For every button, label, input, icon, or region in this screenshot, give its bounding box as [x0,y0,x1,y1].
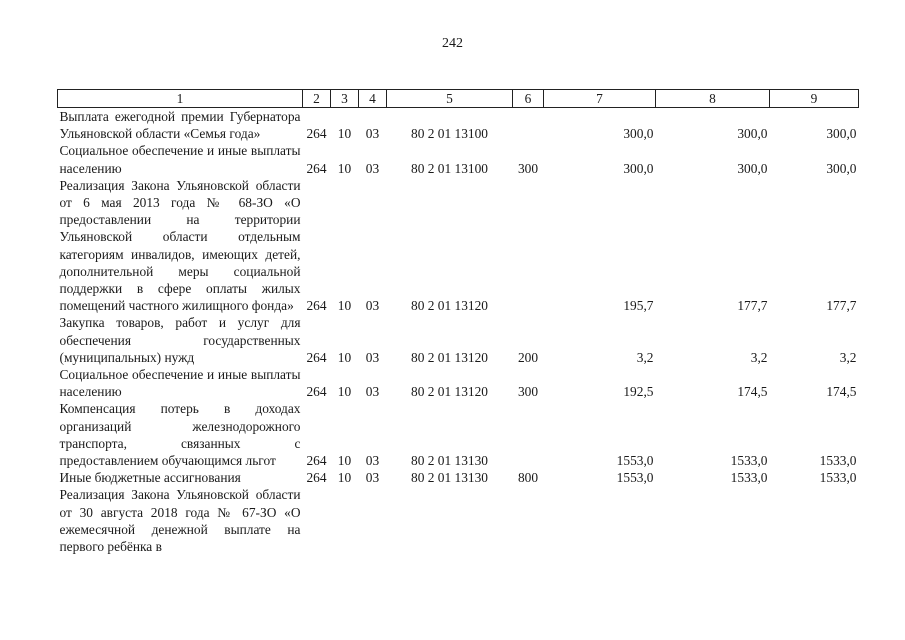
amount-col-7: 3,2 [636,349,654,365]
target-article-code: 80 2 01 13100 [411,126,488,142]
section-code: 10 [337,453,352,469]
target-article-code: 80 2 01 13120 [411,349,488,365]
amount-col-7: 300,0 [623,126,654,142]
amount-col-8: 3,2 [750,349,768,365]
table-row [58,177,859,315]
row-description: Реализация Закона Ульяновской области от 6 мая 2013 года № 68-ЗО «О предоставлении на территории Ульяновской области отдельным категориям инвалидов, имеющих детей, дополнительной меры социальной поддержки в сфере оплаты жилых помещений частного жилищного фонда» [59,177,301,314]
amount-col-7 [544,486,656,555]
section-code: 10 [337,470,352,486]
table-row [58,108,859,143]
ministry-code: 264 [306,453,327,469]
amount-col-7: 192,5 [623,384,654,400]
amount-col-7: 300,0 [623,160,654,176]
section-code: 10 [337,160,352,176]
subsection-code: 03 [365,384,380,400]
target-article-code: 80 2 01 13100 [411,160,488,176]
subsection-code: 03 [365,160,380,176]
column-header-7: 7 [544,90,656,108]
subsection-code [359,486,387,555]
page-number: 242 [442,36,463,51]
table-row [58,366,859,400]
amount-col-9 [770,486,859,555]
row-description: Социальное обеспечение и иные выплаты населению [59,367,301,400]
ministry-code: 264 [306,470,327,486]
expense-type-code [513,400,544,469]
table-row [58,142,859,176]
amount-col-9: 3,2 [839,349,857,365]
expense-type-code [513,486,544,555]
ministry-code [303,486,331,555]
target-article-code [387,486,513,555]
amount-col-9: 1533,0 [819,453,857,469]
ministry-code: 264 [306,349,327,365]
row-description: Компенсация потерь в доходах организаций железнодорожного транспорта, связанных с предоставлением обучающимся льгот [59,401,301,469]
amount-col-9: 177,7 [826,298,857,314]
target-article-code: 80 2 01 13120 [411,384,488,400]
table-row [58,314,859,366]
row-description: Закупка товаров, работ и услуг для обеспечения государственных (муниципальных) нужд [59,315,301,365]
amount-col-9: 174,5 [826,384,857,400]
ministry-code: 264 [306,298,327,314]
column-header-1: 1 [58,90,303,108]
amount-col-8: 174,5 [737,384,768,400]
table-row [58,469,859,486]
subsection-code: 03 [365,470,380,486]
row-description: Реализация Закона Ульяновской области от 30 августа 2018 года № 67-ЗО «О ежемесячной денежной выплате на первого ребёнка в [59,487,301,555]
subsection-code: 03 [365,453,380,469]
table-row [58,400,859,469]
column-header-row [58,90,859,108]
amount-col-8: 300,0 [737,126,768,142]
table-row [58,486,859,555]
column-header-5: 5 [387,90,513,108]
row-description: Иные бюджетные ассигнования [59,470,241,486]
expense-type-code: 300 [517,384,539,400]
section-code: 10 [337,384,352,400]
expense-type-code [513,108,544,143]
expense-type-code: 200 [517,349,539,365]
section-code [331,486,359,555]
column-header-4: 4 [359,90,387,108]
column-header-3: 3 [331,90,359,108]
section-code: 10 [337,298,352,314]
ministry-code: 264 [306,160,327,176]
amount-col-9: 1533,0 [819,470,857,486]
target-article-code: 80 2 01 13130 [411,453,488,469]
row-description: Социальное обеспечение и иные выплаты населению [59,143,301,176]
expense-type-code [513,177,544,315]
expense-type-code: 800 [517,470,539,486]
budget-table [57,89,859,555]
amount-col-7: 1553,0 [616,470,654,486]
subsection-code: 03 [365,126,380,142]
amount-col-8: 300,0 [737,160,768,176]
amount-col-8: 1533,0 [730,470,768,486]
amount-col-9: 300,0 [826,160,857,176]
amount-col-8 [656,486,770,555]
subsection-code: 03 [365,349,380,365]
amount-col-8: 1533,0 [730,453,768,469]
column-header-8: 8 [656,90,770,108]
column-header-6: 6 [513,90,544,108]
column-header-2: 2 [303,90,331,108]
section-code: 10 [337,126,352,142]
ministry-code: 264 [306,126,327,142]
expense-type-code: 300 [517,160,539,176]
target-article-code: 80 2 01 13130 [411,470,488,486]
amount-col-7: 1553,0 [616,453,654,469]
amount-col-7: 195,7 [623,298,654,314]
column-header-9: 9 [770,90,859,108]
row-description: Выплата ежегодной премии Губернатора Ульяновской области «Семья года» [59,109,301,142]
ministry-code: 264 [306,384,327,400]
subsection-code: 03 [365,298,380,314]
section-code: 10 [337,349,352,365]
target-article-code: 80 2 01 13120 [411,298,488,314]
amount-col-9: 300,0 [826,126,857,142]
amount-col-8: 177,7 [737,298,768,314]
